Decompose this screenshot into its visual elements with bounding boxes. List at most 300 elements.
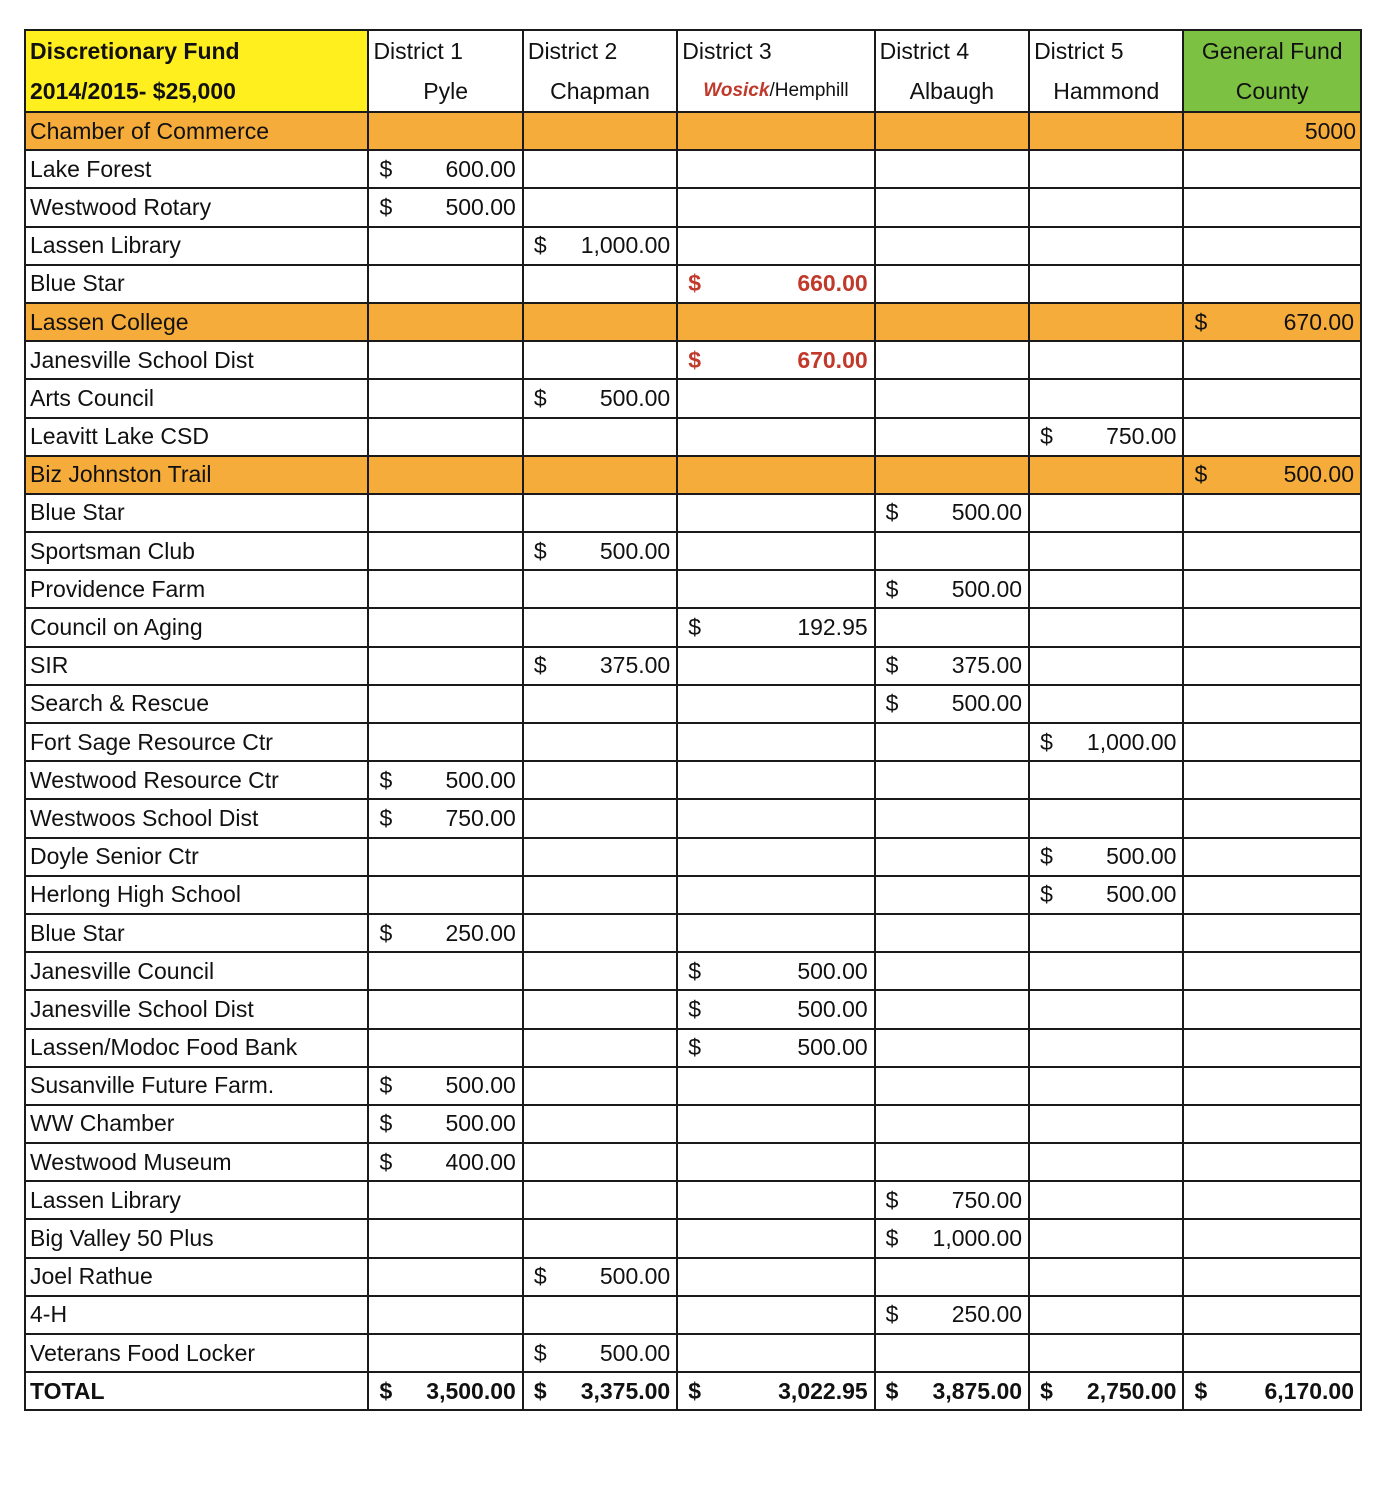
gf-cell: [1183, 1296, 1361, 1334]
d2-cell: [523, 685, 677, 723]
amount-value: 660.00: [797, 270, 868, 297]
amount-value: 250.00: [951, 1301, 1023, 1328]
gf-cell: [1183, 1029, 1361, 1067]
row-label: Lassen Library: [25, 227, 368, 265]
d3-cell: [677, 1219, 874, 1257]
row-label: Blue Star: [25, 265, 368, 303]
d4-cell: [875, 1029, 1029, 1067]
table-row: [25, 1296, 1361, 1334]
d1-cell: [368, 723, 522, 761]
d3-cell: [677, 608, 874, 646]
d2-cell: [523, 570, 677, 608]
d3-cell: [677, 1105, 874, 1143]
table-row: [25, 150, 1361, 188]
currency-symbol: $: [885, 652, 899, 679]
amount-value: 3,875.00: [932, 1377, 1023, 1404]
d4-cell: [875, 1105, 1029, 1143]
currency-symbol: $: [379, 155, 393, 182]
district-3-name-b: /Hemphill: [769, 80, 849, 101]
currency-symbol: $: [688, 270, 702, 297]
amount-value: 500.00: [445, 1110, 516, 1137]
d1-cell: [368, 876, 522, 914]
d5-cell: [1029, 188, 1183, 226]
amount-value: 3,022.95: [778, 1377, 868, 1404]
gf-cell: [1183, 1067, 1361, 1105]
d3-cell: [677, 990, 874, 1028]
table-title: [25, 30, 368, 112]
d2-cell: [523, 494, 677, 532]
currency-symbol: $: [1040, 843, 1053, 870]
table-row: [25, 876, 1361, 914]
d2-cell: [523, 1105, 677, 1143]
currency-symbol: $: [1040, 728, 1053, 755]
currency-symbol: $: [379, 193, 393, 220]
d5-cell: [1029, 1181, 1183, 1219]
d5-cell: [1029, 379, 1183, 417]
d2-cell: [523, 799, 677, 837]
d3-cell: [677, 303, 874, 341]
table-row: [25, 608, 1361, 646]
d5-cell: [1029, 608, 1183, 646]
d5-cell: [1029, 1143, 1183, 1181]
amount-value: 750.00: [1106, 423, 1177, 450]
d2-cell: [523, 341, 677, 379]
currency-symbol: $: [379, 1110, 393, 1137]
gf-cell: [1183, 990, 1361, 1028]
d3-cell: [677, 265, 874, 303]
currency-symbol: $: [885, 499, 899, 526]
currency-symbol: $: [885, 575, 899, 602]
currency-symbol: $: [533, 537, 547, 564]
amount-value: 3,500.00: [426, 1377, 516, 1404]
d2-cell: [523, 1334, 677, 1372]
gf-cell: [1183, 914, 1361, 952]
table-row: [25, 990, 1361, 1028]
d4-cell: [875, 990, 1029, 1028]
d4-cell: [875, 570, 1029, 608]
d1-cell: [368, 1219, 522, 1257]
row-label: Westwoos School Dist: [25, 799, 368, 837]
table-row: [25, 188, 1361, 226]
currency-symbol: $: [688, 1377, 702, 1404]
table-row: [25, 1067, 1361, 1105]
d5-cell: [1029, 532, 1183, 570]
amount-value: 3,375.00: [580, 1377, 671, 1404]
d4-cell: [875, 379, 1029, 417]
gf-cell: [1183, 685, 1361, 723]
d5-cell: [1029, 1105, 1183, 1143]
amount-value: 250.00: [445, 919, 516, 946]
currency-symbol: $: [1194, 461, 1208, 488]
d1-cell: [368, 1334, 522, 1372]
d4-cell: [875, 1258, 1029, 1296]
d4-cell: [875, 532, 1029, 570]
d4-cell: [875, 685, 1029, 723]
d4-cell: [875, 265, 1029, 303]
table-row: [25, 265, 1361, 303]
d3-cell: [677, 532, 874, 570]
currency-symbol: $: [379, 1377, 393, 1404]
amount-value: 400.00: [445, 1148, 516, 1175]
general-fund-header: [1183, 30, 1361, 112]
d1-cell: [368, 647, 522, 685]
amount-value: 2,750.00: [1086, 1377, 1177, 1404]
d4-cell: [875, 1334, 1029, 1372]
table-row: [25, 685, 1361, 723]
amount-value: 750.00: [445, 804, 516, 831]
gf-cell: [1183, 952, 1361, 990]
d2-cell: [523, 914, 677, 952]
d2-cell: [523, 1296, 677, 1334]
title-line1: Discretionary Fund: [30, 38, 240, 64]
d5-cell: [1029, 1219, 1183, 1257]
gf-cell: [1183, 341, 1361, 379]
d4-cell: [875, 1372, 1029, 1410]
d2-cell: [523, 990, 677, 1028]
currency-symbol: $: [885, 1301, 899, 1328]
general-fund-label: General Fund: [1201, 38, 1343, 64]
d5-cell: [1029, 265, 1183, 303]
d4-cell: [875, 341, 1029, 379]
amount-value: 1,000.00: [1086, 728, 1177, 755]
d2-cell: [523, 1143, 677, 1181]
table-row: [25, 914, 1361, 952]
amount-value: 500.00: [1283, 461, 1354, 488]
amount-value: 600.00: [445, 155, 516, 182]
row-label: Lassen College: [25, 303, 368, 341]
table-row: [25, 1105, 1361, 1143]
d2-cell: [523, 188, 677, 226]
currency-symbol: $: [533, 1377, 547, 1404]
d5-cell: [1029, 1334, 1183, 1372]
row-label: Big Valley 50 Plus: [25, 1219, 368, 1257]
gf-cell: [1183, 1143, 1361, 1181]
d2-cell: [523, 1219, 677, 1257]
total-row: [25, 1372, 1361, 1410]
d1-cell: [368, 1067, 522, 1105]
d5-cell: [1029, 838, 1183, 876]
d2-cell: [523, 1029, 677, 1067]
currency-symbol: $: [533, 1263, 547, 1290]
currency-symbol: $: [379, 919, 393, 946]
d1-cell: [368, 456, 522, 494]
currency-symbol: $: [885, 1377, 899, 1404]
d5-cell: [1029, 1258, 1183, 1296]
row-label: Search & Rescue: [25, 685, 368, 723]
row-label: Sportsman Club: [25, 532, 368, 570]
district-2-label: District 2: [527, 38, 618, 64]
amount-value: 750.00: [951, 1186, 1023, 1213]
amount-value: 500.00: [797, 1034, 868, 1061]
title-line2: 2014/2015- $25,000: [30, 78, 236, 104]
d3-cell: [677, 761, 874, 799]
d2-cell: [523, 876, 677, 914]
currency-symbol: $: [1040, 881, 1053, 908]
currency-symbol: $: [688, 346, 702, 373]
d5-cell: [1029, 685, 1183, 723]
row-label: Janesville School Dist: [25, 990, 368, 1028]
d5-cell: [1029, 494, 1183, 532]
currency-symbol: $: [379, 804, 393, 831]
row-label: Doyle Senior Ctr: [25, 838, 368, 876]
d2-cell: [523, 379, 677, 417]
d1-cell: [368, 685, 522, 723]
d1-cell: [368, 1181, 522, 1219]
row-label: Chamber of Commerce: [25, 112, 368, 150]
row-label: SIR: [25, 647, 368, 685]
currency-symbol: $: [885, 690, 899, 717]
d3-cell: [677, 876, 874, 914]
d1-cell: [368, 379, 522, 417]
gf-cell: [1183, 494, 1361, 532]
d4-cell: [875, 418, 1029, 456]
d5-cell: [1029, 418, 1183, 456]
d3-cell: [677, 799, 874, 837]
district-5-name: Hammond: [1053, 78, 1160, 104]
row-label: Janesville School Dist: [25, 341, 368, 379]
d1-cell: [368, 418, 522, 456]
gf-cell: [1183, 303, 1361, 341]
d3-cell: [677, 150, 874, 188]
d2-cell: [523, 227, 677, 265]
d5-cell: [1029, 799, 1183, 837]
table-row: [25, 494, 1361, 532]
d4-cell: [875, 227, 1029, 265]
currency-symbol: $: [1194, 1377, 1208, 1404]
d5-cell: [1029, 952, 1183, 990]
row-label: Susanville Future Farm.: [25, 1067, 368, 1105]
d1-cell: [368, 990, 522, 1028]
amount-value: 500.00: [445, 193, 516, 220]
d5-cell: [1029, 914, 1183, 952]
d4-cell: [875, 799, 1029, 837]
d5-cell: [1029, 227, 1183, 265]
amount-value: 500.00: [797, 995, 868, 1022]
d2-cell: [523, 1258, 677, 1296]
table-row: [25, 456, 1361, 494]
district-2-name: Chapman: [550, 78, 650, 104]
currency-symbol: $: [1040, 1377, 1053, 1404]
d2-cell: [523, 532, 677, 570]
currency-symbol: $: [885, 1225, 899, 1252]
district-3-header: [677, 30, 874, 112]
d3-cell: [677, 456, 874, 494]
d4-cell: [875, 112, 1029, 150]
d1-cell: [368, 1372, 522, 1410]
d3-cell: [677, 188, 874, 226]
gf-cell: [1183, 418, 1361, 456]
d5-cell: [1029, 341, 1183, 379]
d4-cell: [875, 150, 1029, 188]
table-row: [25, 227, 1361, 265]
d4-cell: [875, 838, 1029, 876]
d4-cell: [875, 914, 1029, 952]
table-row: [25, 570, 1361, 608]
gf-cell: [1183, 1258, 1361, 1296]
gf-cell: [1183, 227, 1361, 265]
d4-cell: [875, 1067, 1029, 1105]
d4-cell: [875, 1296, 1029, 1334]
table-row: [25, 952, 1361, 990]
d1-cell: [368, 303, 522, 341]
d4-cell: [875, 456, 1029, 494]
d2-cell: [523, 952, 677, 990]
gf-cell: [1183, 647, 1361, 685]
d4-cell: [875, 303, 1029, 341]
table-row: [25, 838, 1361, 876]
d3-cell: [677, 1258, 874, 1296]
d1-cell: [368, 914, 522, 952]
table-row: [25, 112, 1361, 150]
d2-cell: [523, 265, 677, 303]
gf-cell: [1183, 876, 1361, 914]
amount-value: 500.00: [445, 766, 516, 793]
gf-cell: [1183, 1105, 1361, 1143]
table-row: [25, 1258, 1361, 1296]
table-row: [25, 532, 1361, 570]
d3-cell: [677, 1334, 874, 1372]
amount-value: 500.00: [1106, 843, 1177, 870]
row-label: Westwood Museum: [25, 1143, 368, 1181]
d4-cell: [875, 608, 1029, 646]
d5-cell: [1029, 1067, 1183, 1105]
row-label: Biz Johnston Trail: [25, 456, 368, 494]
amount-value: 500.00: [599, 537, 671, 564]
d1-cell: [368, 150, 522, 188]
d1-cell: [368, 952, 522, 990]
d5-cell: [1029, 303, 1183, 341]
d4-cell: [875, 1219, 1029, 1257]
table-row: [25, 379, 1361, 417]
d3-cell: [677, 1296, 874, 1334]
row-label: Janesville Council: [25, 952, 368, 990]
table-row: [25, 1181, 1361, 1219]
d1-cell: [368, 494, 522, 532]
discretionary-fund-table: [24, 29, 1362, 1411]
gf-cell: [1183, 1181, 1361, 1219]
amount-value: 500.00: [951, 690, 1023, 717]
gf-cell: [1183, 570, 1361, 608]
row-label: Providence Farm: [25, 570, 368, 608]
d1-cell: [368, 799, 522, 837]
gf-cell: [1183, 150, 1361, 188]
d5-cell: [1029, 723, 1183, 761]
row-label: Lassen/Modoc Food Bank: [25, 1029, 368, 1067]
d4-cell: [875, 761, 1029, 799]
d5-cell: [1029, 456, 1183, 494]
d2-cell: [523, 838, 677, 876]
table-row: [25, 303, 1361, 341]
district-5-label: District 5: [1034, 38, 1124, 64]
district-3-label: District 3: [682, 38, 772, 64]
currency-symbol: $: [1194, 308, 1208, 335]
currency-symbol: $: [533, 384, 547, 411]
d4-cell: [875, 647, 1029, 685]
amount-value: 1,000.00: [580, 232, 671, 259]
gf-cell: [1183, 379, 1361, 417]
d1-cell: [368, 341, 522, 379]
d2-cell: [523, 418, 677, 456]
row-label: Fort Sage Resource Ctr: [25, 723, 368, 761]
row-label: WW Chamber: [25, 1105, 368, 1143]
d3-cell: [677, 1029, 874, 1067]
gf-cell: [1183, 1219, 1361, 1257]
table-row: [25, 761, 1361, 799]
row-label: Herlong High School: [25, 876, 368, 914]
d3-cell: [677, 379, 874, 417]
gf-cell: 5000: [1183, 112, 1361, 150]
table-row: [25, 723, 1361, 761]
district-4-label: District 4: [879, 38, 970, 64]
table-row: [25, 799, 1361, 837]
d3-cell: [677, 112, 874, 150]
d1-cell: [368, 532, 522, 570]
currency-symbol: $: [379, 1148, 393, 1175]
d1-cell: [368, 1029, 522, 1067]
d4-cell: [875, 723, 1029, 761]
total-label: TOTAL: [25, 1372, 368, 1410]
amount-value: 192.95: [797, 614, 868, 641]
d3-cell: [677, 1067, 874, 1105]
gf-cell: [1183, 761, 1361, 799]
amount-value: 670.00: [1283, 308, 1354, 335]
d1-cell: [368, 1143, 522, 1181]
d5-cell: [1029, 647, 1183, 685]
currency-symbol: $: [1040, 423, 1053, 450]
d3-cell: [677, 341, 874, 379]
amount-value: 500.00: [951, 499, 1023, 526]
d2-cell: [523, 112, 677, 150]
d2-cell: [523, 456, 677, 494]
d2-cell: [523, 1372, 677, 1410]
table-row: [25, 1029, 1361, 1067]
row-label: Blue Star: [25, 494, 368, 532]
district-4-name: Albaugh: [909, 78, 995, 104]
d5-cell: [1029, 1296, 1183, 1334]
row-label: Leavitt Lake CSD: [25, 418, 368, 456]
amount-value: 500.00: [797, 957, 868, 984]
general-fund-sub: County: [1235, 78, 1309, 104]
gf-cell: [1183, 723, 1361, 761]
amount-value: 375.00: [599, 652, 671, 679]
d2-cell: [523, 1067, 677, 1105]
row-label: 4-H: [25, 1296, 368, 1334]
table-row: [25, 1334, 1361, 1372]
gf-cell: [1183, 608, 1361, 646]
gf-cell: [1183, 188, 1361, 226]
d4-cell: [875, 1143, 1029, 1181]
d4-cell: [875, 494, 1029, 532]
d5-cell: [1029, 150, 1183, 188]
district-1-header: [368, 30, 522, 112]
d3-cell: [677, 494, 874, 532]
d1-cell: [368, 838, 522, 876]
d1-cell: [368, 112, 522, 150]
amount-value: 500.00: [599, 1263, 671, 1290]
gf-cell: [1183, 799, 1361, 837]
d5-cell: [1029, 990, 1183, 1028]
table-row: [25, 1219, 1361, 1257]
gf-cell: [1183, 838, 1361, 876]
d1-cell: [368, 570, 522, 608]
d5-cell: [1029, 112, 1183, 150]
d2-cell: [523, 647, 677, 685]
currency-symbol: $: [688, 957, 702, 984]
table-row: [25, 647, 1361, 685]
header-row: [25, 30, 1361, 112]
district-2-header: [523, 30, 677, 112]
d1-cell: [368, 1296, 522, 1334]
